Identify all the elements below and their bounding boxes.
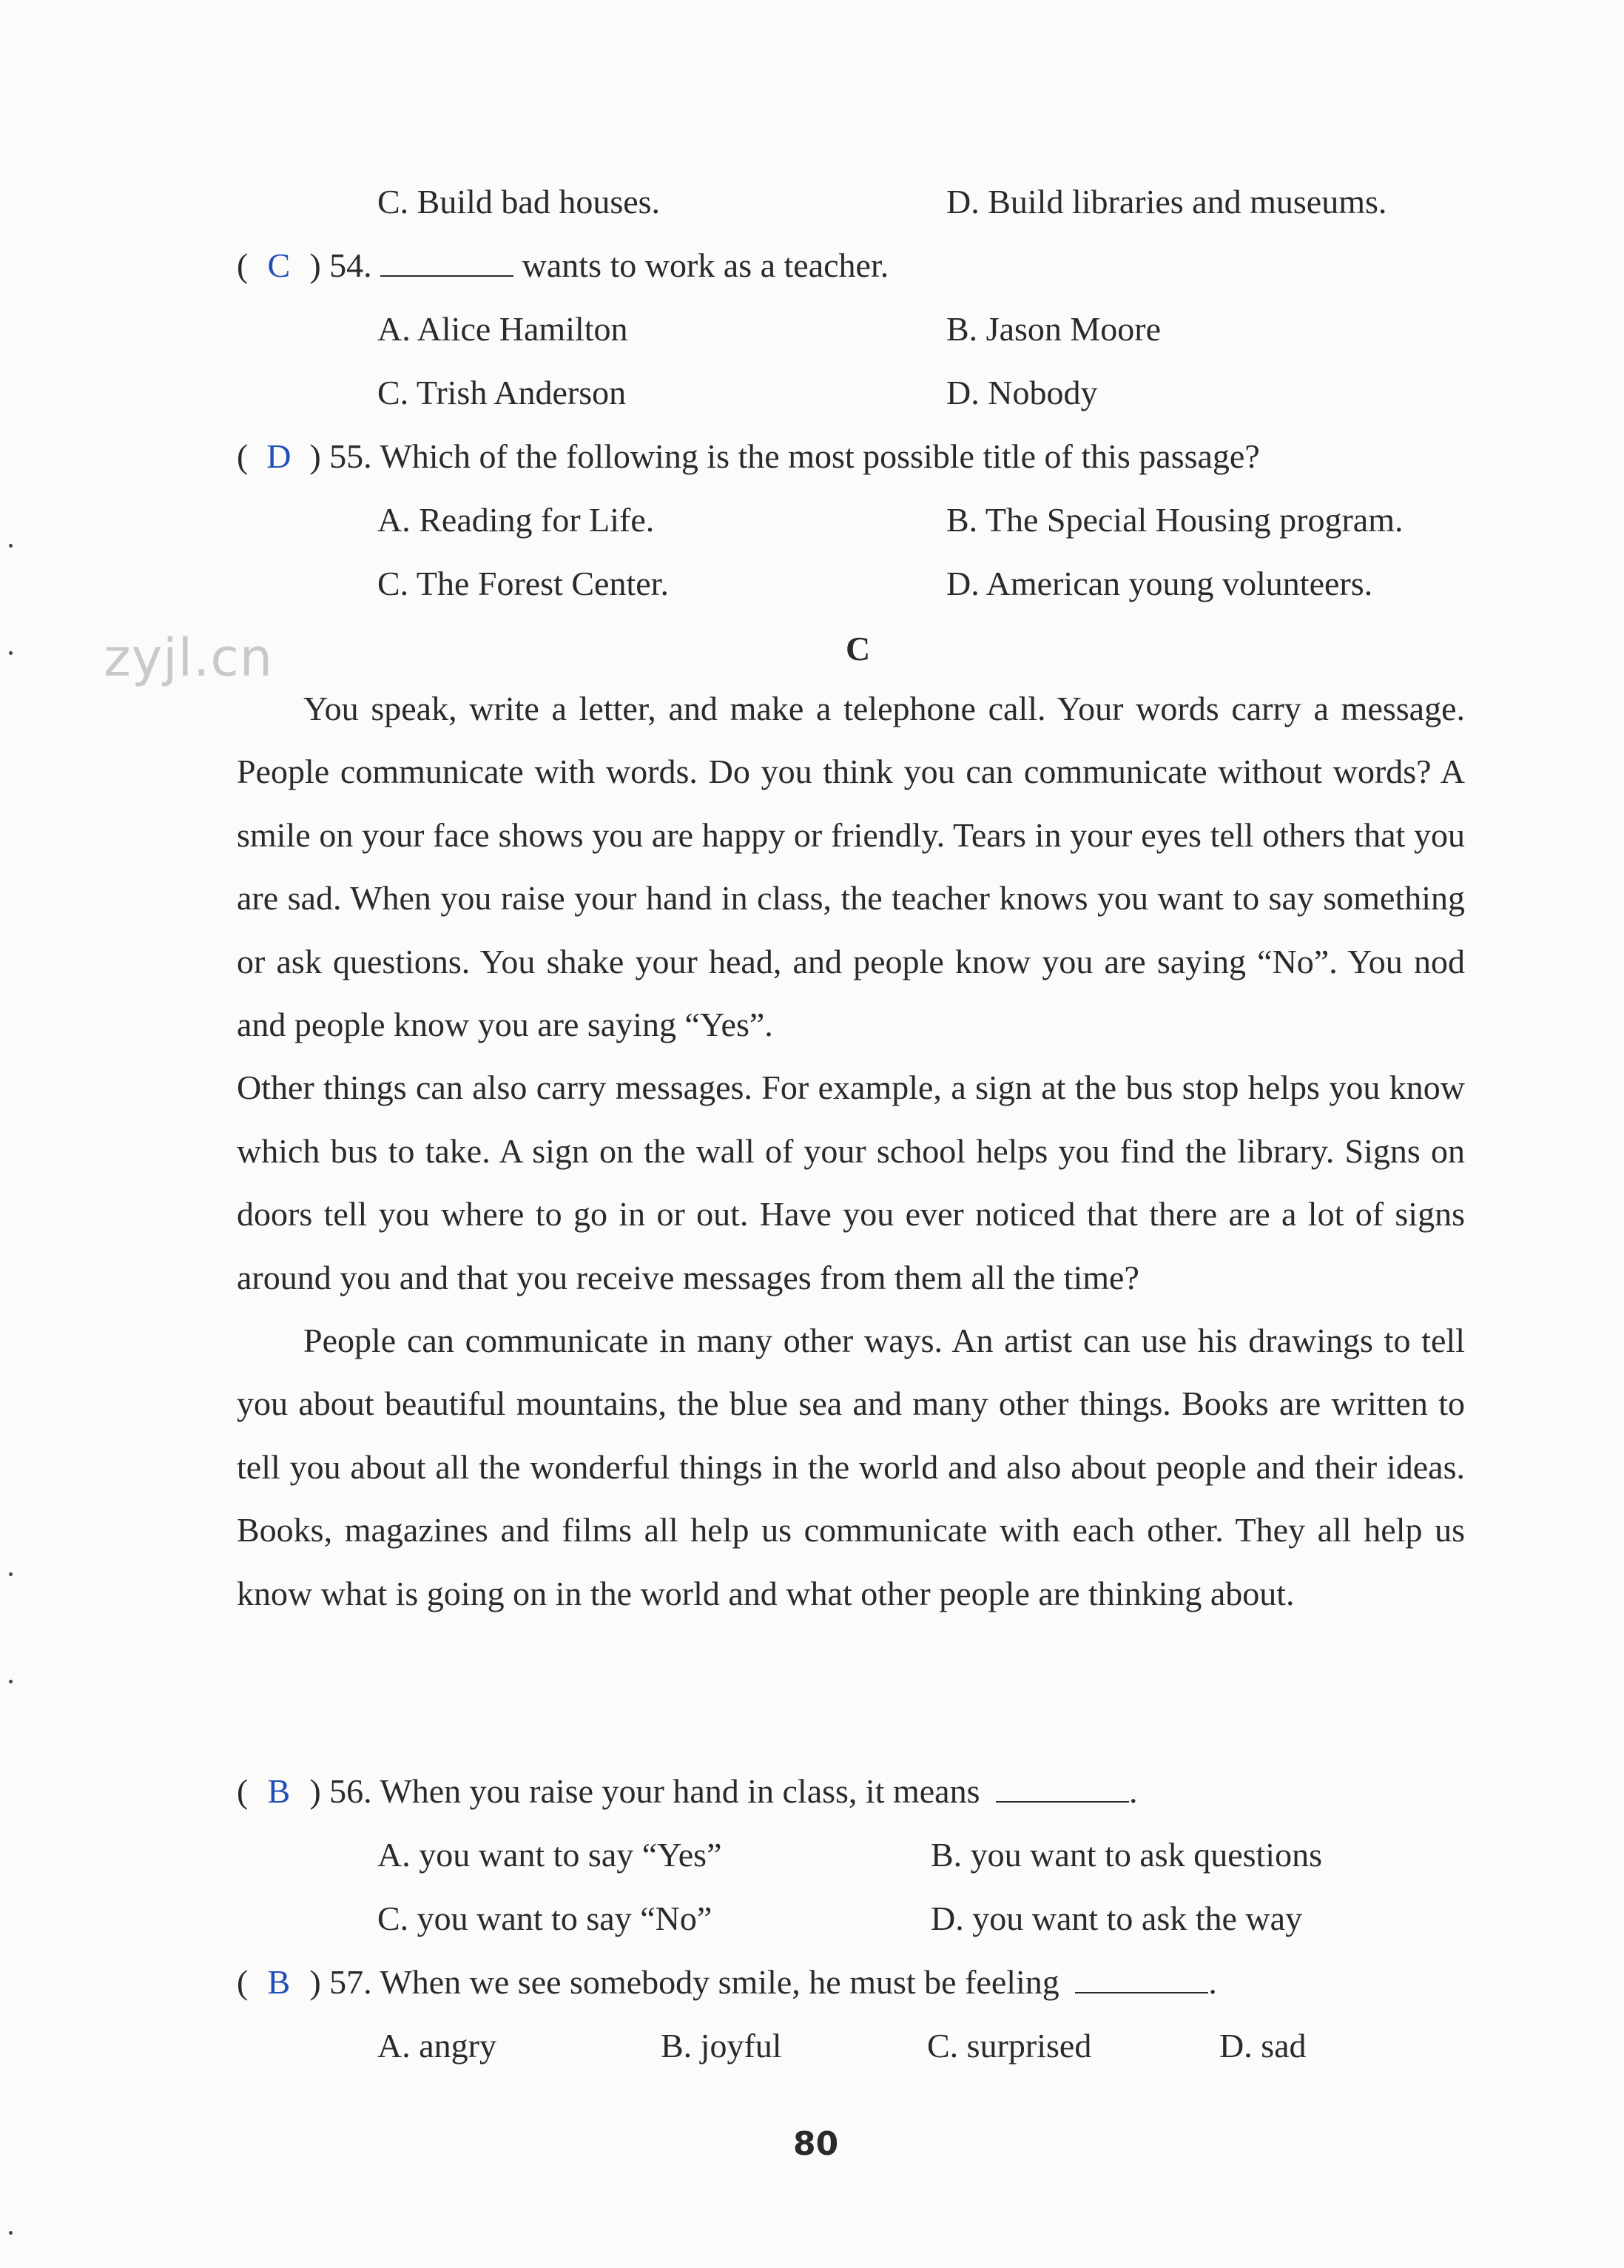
q55-stem: Which of the following is the most possible title of this passage?	[380, 437, 1260, 475]
q57-option-c: C. surprised	[927, 2027, 1092, 2065]
q55-number: 55.	[329, 437, 372, 475]
q54-paren-close: )	[309, 246, 321, 284]
q56-option-a: A. you want to say “Yes”	[377, 1836, 722, 1874]
q57-stem-line	[237, 1965, 1217, 1999]
q53-option-d: D. Build libraries and museums.	[946, 183, 1387, 221]
watermark-logo: zyjl.cn	[104, 627, 274, 688]
scan-speck	[9, 1572, 13, 1576]
q56-answer: B	[267, 1772, 291, 1810]
passage-paragraph-3: People can communicate in many other ways. An artist can use his drawings to tell you about beautiful mountains, the blue sea and many other things. Books are written to tell you about all the wonderful things in the world and also about people and their ideas. Books, magazines and films all help us communicate with each other. They all help us know what is going on in the world and what other people are thinking about.	[237, 1322, 1465, 1612]
q55-paren-close: )	[309, 437, 321, 475]
q55-option-c: C. The Forest Center.	[377, 565, 669, 602]
scan-speck	[9, 1680, 13, 1683]
q54-option-d: D. Nobody	[946, 374, 1098, 411]
q57-stem: When we see somebody smile, he must be feeling	[380, 1963, 1059, 2001]
q57-number: 57.	[329, 1963, 372, 2001]
passage-paragraph-2: Other things can also carry messages. For example, a sign at the bus stop helps you know which bus to take. A sign on the wall of your school helps you find the library. Signs on doors tell you where to go in or out. Have you ever noticed that there are a lot of signs around you and that you receive messages from them all the time?	[237, 1069, 1465, 1296]
q54-paren-open: (	[237, 246, 249, 284]
q56-option-c: C. you want to say “No”	[377, 1899, 712, 1937]
q56-end: .	[1129, 1772, 1138, 1810]
q57-option-a: A. angry	[377, 2027, 496, 2065]
q55-option-b: B. The Special Housing program.	[946, 501, 1404, 539]
q57-paren-close: )	[309, 1963, 321, 2001]
q56-blank	[996, 1801, 1129, 1803]
q56-number: 56.	[329, 1772, 372, 1810]
q56-option-b: B. you want to ask questions	[931, 1836, 1322, 1874]
page-number: 80	[793, 2125, 839, 2163]
q57-answer: B	[267, 1963, 291, 2001]
q54-option-a: A. Alice Hamilton	[377, 310, 628, 348]
q54-answer: C	[267, 246, 291, 284]
q54-option-b: B. Jason Moore	[946, 310, 1162, 348]
q54-blank	[380, 275, 513, 277]
q55-option-a: A. Reading for Life.	[377, 501, 655, 539]
q55-paren-open: (	[237, 437, 249, 475]
q57-option-d: D. sad	[1219, 2027, 1307, 2065]
q56-stem: When you raise your hand in class, it means	[380, 1772, 980, 1810]
scan-speck	[9, 544, 13, 548]
q55-option-d: D. American young volunteers.	[946, 565, 1373, 602]
q57-option-b: B. joyful	[661, 2027, 782, 2065]
passage-paragraph-1: You speak, write a letter, and make a telephone call. Your words carry a message. People communicate with words. Do you think you can communicate without words? A smile on your face shows you are happy or friendly. Tears in your eyes tell others that you are sad. When you raise your hand in class, the teacher knows you want to say something or ask questions. You shake your head, and people know you are saying “No”. You nod and people know you are saying “Yes”.	[237, 690, 1465, 1044]
q55-stem-line	[237, 437, 1260, 475]
q54-stem: wants to work as a teacher.	[522, 246, 889, 284]
q57-end: .	[1208, 1963, 1217, 2001]
q54-stem-line	[237, 246, 889, 284]
q53-option-c: C. Build bad houses.	[377, 183, 661, 221]
q56-stem-line	[237, 1774, 1138, 1808]
q57-blank	[1075, 1992, 1208, 1993]
q56-option-d: D. you want to ask the way	[931, 1899, 1303, 1937]
reading-passage	[237, 677, 1465, 1625]
q56-paren-open: (	[237, 1772, 249, 1810]
q55-answer: D	[266, 437, 292, 475]
scan-speck	[9, 2231, 13, 2235]
section-heading: C	[846, 630, 871, 667]
q54-number: 54.	[329, 246, 372, 284]
q57-paren-open: (	[237, 1963, 249, 2001]
q54-option-c: C. Trish Anderson	[377, 374, 627, 411]
scan-speck	[9, 651, 13, 655]
q56-paren-close: )	[309, 1772, 321, 1810]
